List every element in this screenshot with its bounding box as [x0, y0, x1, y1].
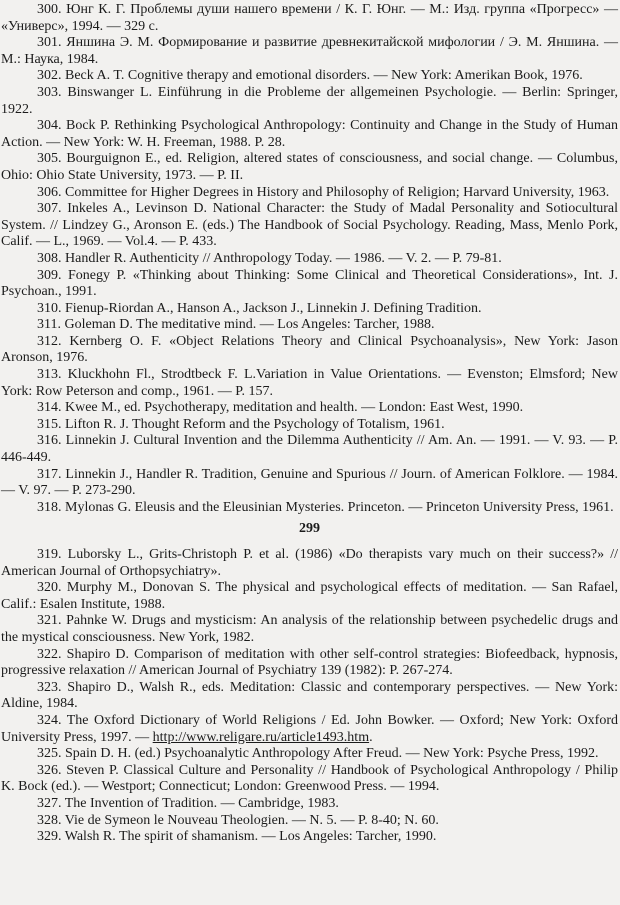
reference-305: 305. Bourguignon E., ed. Religion, altered states of consciousness, and social change. — Columbus, Ohio: Ohio State University, 1973. — P. II. [1, 151, 618, 183]
reference-325: 325. Spain D. H. (ed.) Psychoanalytic Anthropology After Freud. — New York: Psyche Press, 1992. [37, 746, 599, 762]
reference-308: 308. Handler R. Authenticity // Anthropology Today. — 1986. — V. 2. — P. 79-81. [37, 250, 502, 266]
reference-329: 329. Walsh R. The spirit of shamanism. — Los Angeles: Tarcher, 1990. [37, 829, 437, 845]
reference-322: 322. Shapiro D. Comparison of meditation with other self-control strategies: Biofeedback, hypnosis, progressive relaxation // American Journal of Psychiatry 139 (1982): P. 267-274. [1, 646, 618, 679]
reference-323: 323. Shapiro D., Walsh R., eds. Meditation: Classic and contemporary perspectives. — New York: Aldine, 1984. [1, 679, 618, 712]
reference-320: 320. Murphy M., Donovan S. The physical and psychological effects of meditation. — San Rafael, Calif.: Esalen Institute, 1988. [1, 580, 618, 612]
reference-307: 307. Inkeles A., Levinson D. National Character: the Study of Madal Personality and Sotiocultural System. // Lindzey G., Aronson E. (eds.) The Handbook of Social Psychology. Reading, Mass, Menlo Pork, Calif. — L., 1969. — Vol.4. — P. 433. [1, 201, 618, 250]
reference-304: 304. Bock P. Rethinking Psychological Anthropology: Continuity and Change in the Study of Human Action. — New York: W. H. Freeman, 1988. P. 28. [1, 118, 618, 150]
reference-324-url-link[interactable]: http://www.religare.ru/article1493.htm [152, 729, 370, 745]
reference-303: 303. Binswanger L. Einführung in die Probleme der allgemeinen Psychologie. — Berlin: Springer, 1922. [1, 84, 618, 117]
reference-324-suffix: . [369, 729, 373, 745]
reference-310: 310. Fienup-Riordan A., Hanson A., Jackson J., Linnekin J. Defining Tradition. [37, 300, 482, 316]
page-number: 299 [299, 521, 320, 537]
reference-318: 318. Mylonas G. Eleusis and the Eleusinian Mysteries. Princeton. — Princeton University Press, 1961. [37, 499, 614, 515]
reference-301: 301. Яншина Э. М. Формирование и развитие древнекитайской мифологии / Э. М. Яншина. — М.: Наука, 1984. [1, 35, 618, 67]
reference-302: 302. Beck A. T. Cognitive therapy and emotional disorders. — New York: Amerikan Book, 1976. [37, 68, 583, 84]
reference-321: 321. Pahnke W. Drugs and mysticism: An analysis of the relationship between psychedelic drugs and the mystical consciousness. New York, 1982. [1, 613, 618, 645]
reference-316: 316. Linnekin J. Cultural Invention and the Dilemma Authenticity // Am. An. — 1991. — V. 93. — P. 446-449. [1, 433, 618, 466]
reference-328: 328. Vie de Symeon le Nouveau Theologien. — N. 5. — P. 8-40; N. 60. [37, 812, 439, 828]
reference-319: 319. Luborsky L., Grits-Christoph P. et al. (1986) «Do therapists vary much on their success?» // American Journal of Orthopsychiatry». [1, 547, 618, 579]
reference-317: 317. Linnekin J., Handler R. Tradition, Genuine and Spurious // Journ. of American Folklore. — 1984. — V. 97. — P. 273-290. [1, 466, 618, 499]
reference-324-text: 324. The Oxford Dictionary of World Religions / Ed. John Bowker. — Oxford; New York: Oxford University Press, 1997. — [1, 712, 618, 745]
reference-314: 314. Kwee M., ed. Psychotherapy, meditation and health. — London: East West, 1990. [37, 400, 524, 416]
reference-300: 300. Юнг К. Г. Проблемы души нашего времени / К. Г. Юнг. — М.: Изд. группа «Прогресс» — «Универс», 1994. — 329 с. [1, 2, 618, 34]
reference-312: 312. Kernberg O. F. «Object Relations Theory and Clinical Psychoanalysis», New York: Jason Aronson, 1976. [1, 333, 618, 366]
reference-327: 327. The Invention of Tradition. — Cambridge, 1983. [37, 795, 339, 811]
reference-311: 311. Goleman D. The meditative mind. — Los Angeles: Tarcher, 1988. [37, 317, 435, 333]
reference-309: 309. Fonegy P. «Thinking about Thinking: Some Clinical and Theoretical Considerations», Int. J. Psychoan., 1991. [1, 267, 618, 300]
reference-306: 306. Committee for Higher Degrees in History and Philosophy of Religion; Harvard University, 1963. [37, 184, 610, 200]
reference-313: 313. Kluckhohn Fl., Strodtbeck F. L.Variation in Value Orientations. — Evenston; Elmsford; New York: Row Peterson and comp., 1961. — P. 157. [1, 367, 618, 399]
reference-324 [1, 713, 618, 746]
reference-326: 326. Steven P. Classical Culture and Personality // Handbook of Psychological Anthropology / Philip K. Bock (ed.). — Westport; Connecticut; London: Greenwood Press. — 1994. [1, 762, 618, 795]
reference-315: 315. Lifton R. J. Thought Reform and the Psychology of Totalism, 1961. [37, 416, 445, 432]
